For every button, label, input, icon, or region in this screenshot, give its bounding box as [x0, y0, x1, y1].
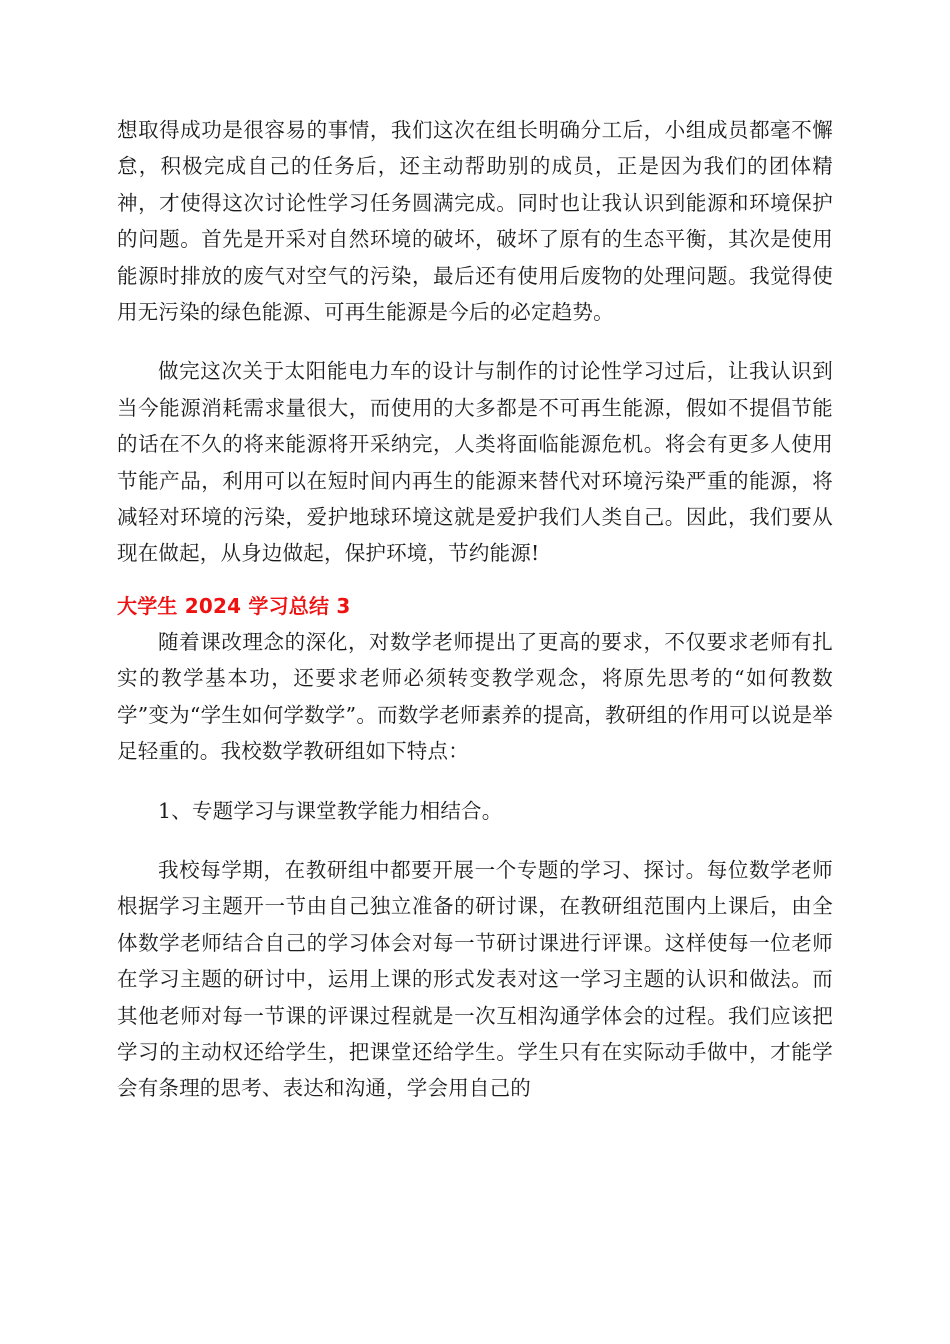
- document-body: [117, 112, 833, 1107]
- section-heading: 大学生 2024 学习总结 3: [117, 593, 351, 618]
- paragraph-continuation: 想取得成功是很容易的事情，我们这次在组长明确分工后，小组成员都毫不懈怠，积极完成自己的任务后，还主动帮助别的成员，正是因为我们的团体精神，才使得这次讨论性学习任务圆满完成。同时也让我认识到能源和环境保护的问题。首先是开采对自然环境的破坏，破坏了原有的生态平衡，其次是使用能源时排放的废气对空气的污染，最后还有使用后废物的处理问题。我觉得使用无污染的绿色能源、可再生能源是今后的必定趋势。: [117, 118, 833, 325]
- paragraph-energy-reflection: 做完这次关于太阳能电力车的设计与制作的讨论性学习过后，让我认识到当今能源消耗需求量很大，而使用的大多都是不可再生能源，假如不提倡节能的话在不久的将来能源将开采纳完，人类将面临能源危机。将会有更多人使用节能产品，利用可以在短时间内再生的能源来替代对环境污染严重的能源，将减轻对环境的污染，爱护地球环境这就是爱护我们人类自己。因此，我们要从现在做起，从身边做起，保护环境，节约能源!: [117, 359, 833, 566]
- paragraph-spacer: [117, 829, 833, 852]
- paragraph-spacer: [117, 770, 833, 793]
- paragraph-spacer: [117, 572, 833, 588]
- list-item-1: 1、专题学习与课堂教学能力相结合。: [158, 798, 503, 823]
- paragraph-spacer: [117, 330, 833, 353]
- paragraph-research-lessons: 我校每学期，在教研组中都要开展一个专题的学习、探讨。每位数学老师根据学习主题开一节由自己独立准备的研讨课，在教研组范围内上课后，由全体数学老师结合自己的学习体会对每一节研讨课进行评课。这样使每一位老师在学习主题的研讨中，运用上课的形式发表对这一学习主题的认识和做法。而其他老师对每一节课的评课过程就是一次互相沟通学体会的过程。我们应该把学习的主动权还给学生，把课堂还给学生。学生只有在实际动手做中，才能学会有条理的思考、表达和沟通，学会用自己的: [117, 857, 833, 1101]
- paragraph-intro: 随着课改理念的深化，对数学老师提出了更高的要求，不仅要求老师有扎实的教学基本功，还要求老师必须转变教学观念，将原先思考的“如何教数学”变为“学生如何学数学”。而数学老师素养的提高，教研组的作用可以说是举足轻重的。我校数学教研组如下特点：: [117, 629, 833, 764]
